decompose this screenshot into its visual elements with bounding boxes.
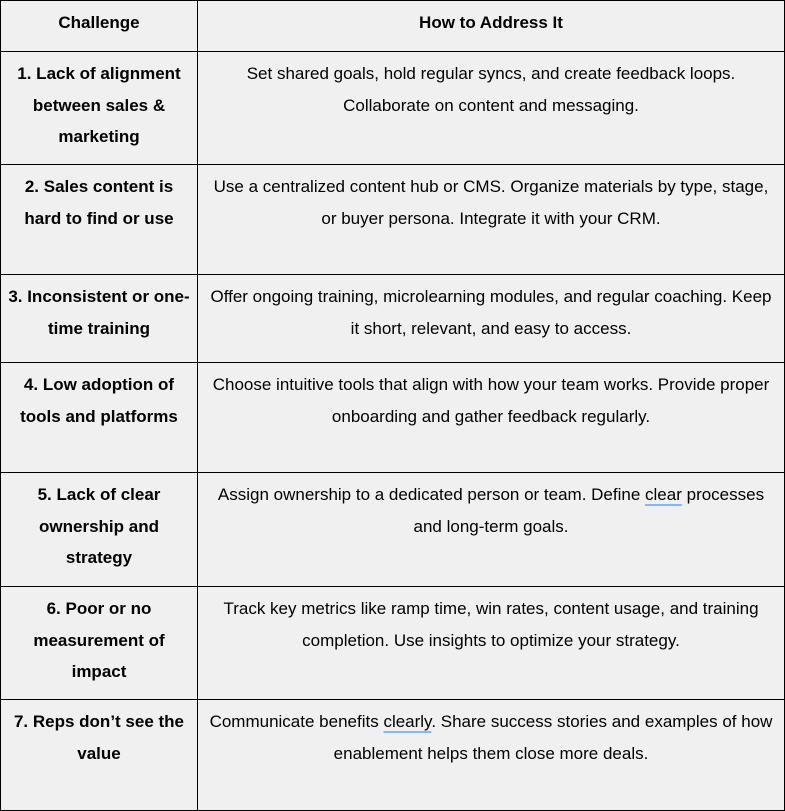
address-cell[interactable]: Offer ongoing training, microlearning modules, and regular coaching. Keep it short, relevant, and easy to access.: [198, 275, 785, 363]
table-row: [1, 52, 785, 165]
address-text: processes and long-term goals.: [413, 485, 765, 536]
challenge-cell[interactable]: 2. Sales content is hard to find or use: [1, 165, 198, 275]
challenge-cell[interactable]: 4. Low adoption of tools and platforms: [1, 363, 198, 473]
challenge-cell[interactable]: 3. Inconsistent or one-time training: [1, 275, 198, 363]
challenge-cell[interactable]: 7. Reps don’t see the value: [1, 700, 198, 811]
table-row: [1, 700, 785, 811]
address-cell[interactable]: Choose intuitive tools that align with how your team works. Provide proper onboarding and gather feedback regularly.: [198, 363, 785, 473]
address-cell[interactable]: [198, 700, 785, 811]
challenge-cell[interactable]: 5. Lack of clear ownership and strategy: [1, 473, 198, 587]
challenge-cell[interactable]: 6. Poor or no measurement of impact: [1, 587, 198, 700]
address-text: Assign ownership to a dedicated person or team. Define: [217, 485, 646, 504]
spellcheck-flagged-word[interactable]: clearly: [383, 712, 432, 731]
address-text: Communicate benefits: [209, 712, 384, 731]
header-row: [1, 1, 785, 52]
table-row: [1, 473, 785, 587]
address-cell[interactable]: Use a centralized content hub or CMS. Organize materials by type, stage, or buyer persona. Integrate it with your CRM.: [198, 165, 785, 275]
address-cell[interactable]: Set shared goals, hold regular syncs, and create feedback loops. Collaborate on content and messaging.: [198, 52, 785, 165]
spellcheck-flagged-word[interactable]: clear: [645, 485, 682, 504]
table-row: [1, 363, 785, 473]
table-row: [1, 587, 785, 700]
address-cell[interactable]: Track key metrics like ramp time, win rates, content usage, and training completion. Use insights to optimize your strategy.: [198, 587, 785, 700]
challenge-column-header: Challenge: [1, 1, 198, 52]
address-column-header: How to Address It: [198, 1, 785, 52]
challenge-cell[interactable]: 1. Lack of alignment between sales & marketing: [1, 52, 198, 165]
table-row: [1, 275, 785, 363]
table-row: [1, 165, 785, 275]
address-text: . Share success stories and examples of how enablement helps them close more deals.: [333, 712, 773, 763]
address-cell[interactable]: [198, 473, 785, 587]
